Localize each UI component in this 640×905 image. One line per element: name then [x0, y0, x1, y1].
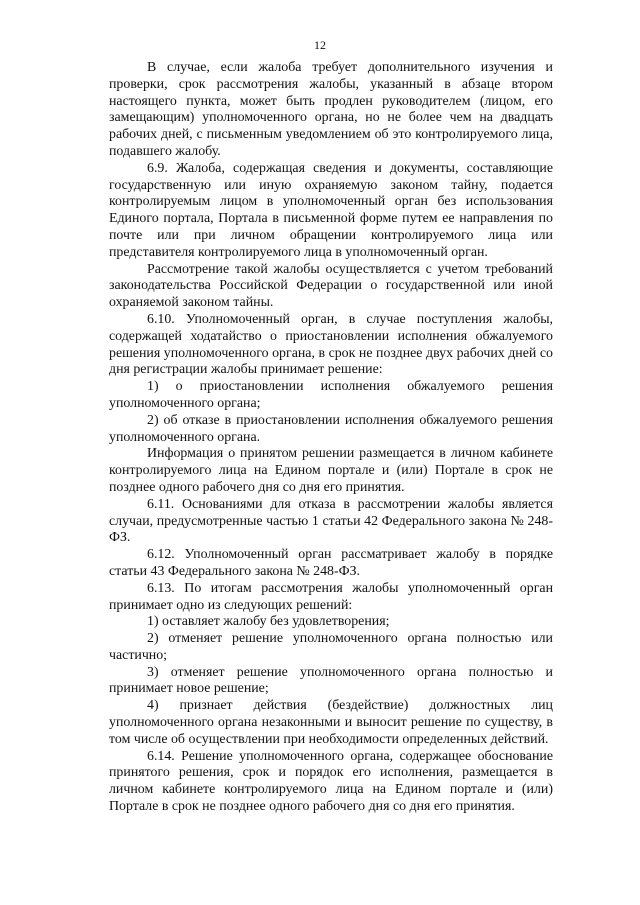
paragraph-6-12: 6.12. Уполномоченный орган рассматривает жалобу в порядке статьи 43 Федерального закона № 248-ФЗ.	[109, 547, 553, 579]
list-item-outcome-2: 2) отменяет решение уполномоченного органа полностью или частично;	[109, 631, 553, 663]
paragraph-6-9: 6.9. Жалоба, содержащая сведения и документы, составляющие государственную или иную охраняемую законом тайну, подается контролируемым лицом в уполномоченный орган без использования Единого портала, Портала в письменной форме путем ее направления по почте или при личном обращении контролируемого лица или представителя контролируемого лица в уполномоченный орган.	[109, 160, 553, 260]
paragraph-6-11: 6.11. Основаниями для отказа в рассмотрении жалобы является случаи, предусмотренные частью 1 статьи 42 Федерального закона № 248-ФЗ.	[109, 496, 553, 546]
list-item-outcome-3: 3) отменяет решение уполномоченного органа полностью и принимает новое решение;	[109, 664, 553, 697]
list-item-outcome-1: 1) оставляет жалобу без удовлетворения;	[147, 614, 390, 630]
paragraph-6-14: 6.14. Решение уполномоченного органа, содержащее обоснование принятого решения, срок и порядок его исполнения, размещается в личном кабинете контролируемого лица на Едином портале и (или) Портале в срок не позднее одного рабочего дня со дня его принятия.	[109, 748, 553, 815]
paragraph-secret-review: Рассмотрение такой жалобы осуществляется с учетом требований законодательства Российской Федерации о государственной или иной охраняемой законом тайны.	[109, 261, 553, 311]
paragraph-6-13: 6.13. По итогам рассмотрения жалобы уполномоченный орган принимает одно из следующих решений:	[109, 580, 553, 613]
list-item-outcome-4: 4) признает действия (бездействие) должностных лиц уполномоченного органа незаконными и выносит решение по существу, в том числе об осуществлении при необходимости определенных действий.	[109, 698, 553, 747]
document-body	[109, 60, 553, 816]
list-item-suspension-1: 1) о приостановлении исполнения обжалуемого решения уполномоченного органа;	[109, 379, 553, 411]
list-item-suspension-2: 2) об отказе в приостановлении исполнения обжалуемого решения уполномоченного органа.	[109, 412, 553, 445]
paragraph-complaint-extension: В случае, если жалоба требует дополнительного изучения и проверки, срок рассмотрения жалобы, указанный в абзаце втором настоящего пункта, может быть продлен руководителем (лицом, его замещающим) уполномоченного органа, но не более чем на двадцать рабочих дней, с письменным уведомлением об это контролируемого лица, подавшего жалобу.	[109, 60, 553, 159]
page-number: 12	[314, 38, 326, 52]
paragraph-decision-info: Информация о принятом решении размещается в личном кабинете контролируемого лица на Едином портале и (или) Портале в срок не позднее одного рабочего дня со дня его принятия.	[109, 446, 553, 495]
paragraph-6-10: 6.10. Уполномоченный орган, в случае поступления жалобы, содержащей ходатайство о приостановлении исполнения обжалуемого решения уполномоченного органа, в срок не позднее двух рабочих дней со дня регистрации жалобы принимает решение:	[109, 311, 553, 378]
